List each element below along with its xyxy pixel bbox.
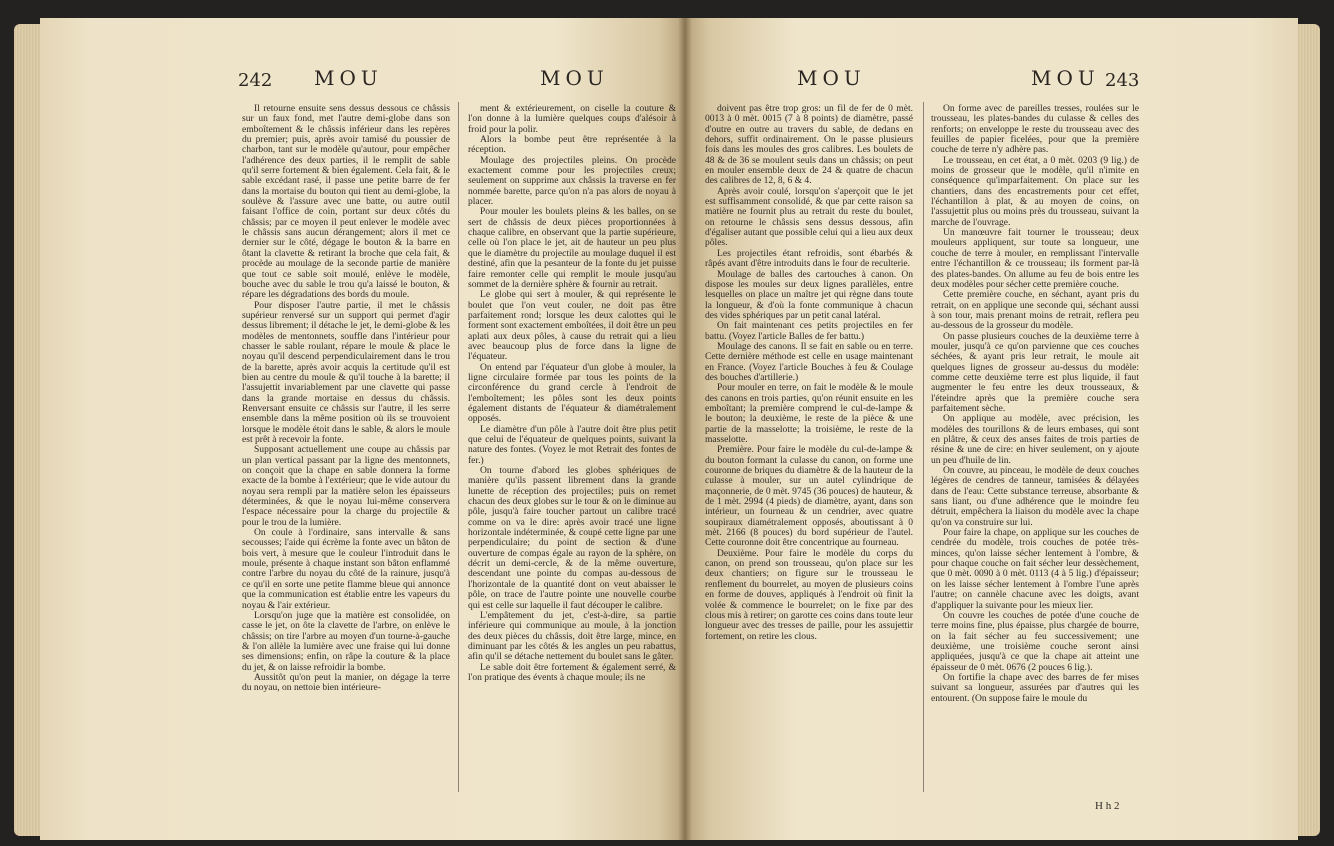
paragraph: Le sable doit être fortement & également serré, & l'on pratique des évents à chaque moule; ils ne xyxy=(468,661,676,683)
paragraph: On fait maintenant ces petits projectiles en fer battu. (Voyez l'article Balles de fer battu.) xyxy=(705,320,913,342)
paragraph: ment & extérieurement, on ciselle la couture & l'on donne à la lumière quelques coups d'alésoir à froid pour la polir. xyxy=(468,104,676,135)
paragraph: Pour disposer l'autre partie, il met le châssis supérieur renversé sur un support qui permet d'agir dessus librement; il détache le jet, le demi-globe & les modèles de mentonnets, souffle dans l'intérieur pour chasser le sable roulant, répare le moule & place le noyau qu'il descend perpendiculairement dans le trou de la barette, après avoir acquis la certitude qu'il est bien au centre du moule & qu'il touche à la barette; il l'assujettit invariablement par une clavette qui passe dans la grande mortaise en dessus du châssis. Renversant ensuite ce châssis sur l'autre, il les serre ensemble dans la même position où ils se trouvoient lorsque le modèle étoit dans le sable, & alors le moule est prêt à recevoir la fonte. xyxy=(242,299,450,445)
column-rule xyxy=(923,102,924,792)
paragraph: On coule à l'ordinaire, sans intervalle & sans secousses; l'aide qui écrème la fonte avec un bâton de bois vert, à mesure que le couleur l'introduit dans le moule, présente à chaque instant son bâton enflammé contre l'arbre du noyau du côté de la rainure, jusqu'à ce qu'il en sorte une petite flamme bleue qui annonce que la communication est établie entre les vapeurs du noyau & l'air extérieur. xyxy=(242,527,450,611)
paragraph: Première. Pour faire le modèle du cul-de-lampe & du bouton formant la culasse du canon, on forme une couronne de briques du diamètre & de la hauteur de la culasse à mouler, sur un autel cylindrique de maçonnerie, de 0 mèt. 9745 (36 pouces) de hauteur, & de 1 mèt. 2994 (4 pieds) de diamètre, ayant, dans son intérieur, un fourneau & un cendrier, avec quatre soupiraux diamétralement opposés, aboutissant à 0 mèt. 2166 (8 pouces) du bord supérieur de l'autel. Cette couronne doit être concentrique au fourneau. xyxy=(705,444,913,549)
signature-mark: H h 2 xyxy=(1095,800,1120,812)
paragraph: Aussitôt qu'on peut la manier, on dégage la terre du noyau, on nettoie bien intérieure- xyxy=(242,671,450,694)
paragraph: Moulage des projectiles pleins. On procède exactement comme pour les projectiles creux; seulement on supprime aux châssis la traverse en fer nommée barette, parce qu'on n'a pas alors de noyau à placer. xyxy=(468,154,676,208)
paragraph: Après avoir coulé, lorsqu'on s'aperçoit que le jet est suffisamment consolidé, & que par cette raison sa matière ne fournit plus au retrait du reste du boulet, on retourne le châssis sens dessus dessous, afin d'égaliser autant que possible celui qui a lieu aux deux pôles. xyxy=(705,185,913,249)
paragraph: Pour mouler en terre, on fait le modèle & le moule des canons en trois parties, qu'on réunit ensuite en les emboîtant; la première comprend le cul-de-lampe & le bouton; la deuxième, le reste de la pièce & une partie de la masselotte; la troisième, le reste de la masselotte. xyxy=(705,382,913,445)
paragraph: On forme avec de pareilles tresses, roulées sur le trousseau, les plates-bandes du culasse & celles des renforts; on enveloppe le reste du trousseau avec des feuilles de papier ficelées, pour que la première couche de terre n'y adhère pas. xyxy=(931,104,1139,156)
paragraph: Supposant actuellement une coupe au châssis par un plan vertical passant par la ligne des mentonnets, on conçoit que la chape en sable donnera la forme exacte de la bombe à l'extérieur; que le vide autour du noyau sera rempli par la matière selon les épaisseurs déterminées, & que le noyau lui-même conservera l'espace nécessaire pour la charge du projectile & pour le trou de la lumière. xyxy=(242,444,450,528)
paragraph: On tourne d'abord les globes sphériques de manière qu'ils passent librement dans la grande lunette de réception des projectiles; puis on remet chacun des deux globes sur le tour & on le diminue au pôle, jusqu'à faire toucher partout un calibre tracé comme on va le dire: après avoir tracé une ligne horizontale indéterminée, & coupé cette ligne par une perpendiculaire; du point de section & d'une ouverture de compas égale au rayon de la sphère, on décrit un demi-cercle, & de la même ouverture, descendant une pointe du compas au-dessous de l'horizontale de la quantité dont on veut abaisser le pôle, on trace de l'autre pointe une nouvelle courbe qui est celle sur laquelle il faut découper le calibre. xyxy=(468,465,676,611)
paragraph: Pour faire la chape, on applique sur les couches de cendrée du modèle, trois couches de potée très-minces, qu'on laisse sécher lentement à l'ombre, & pour chaque couche on fait sécher leur dessèchement, que 0 mèt. 0090 à 0 mèt. 0113 (4 à 5 lig.) d'épaisseur; on les laisse sécher lentement à l'ombre l'une après l'autre; on cannèle chacune avec les doigts, avant d'appliquer la suivante pour les mieux lier. xyxy=(931,527,1139,611)
paragraph: Le trousseau, en cet état, a 0 mèt. 0203 (9 lig.) de moins de grosseur que le modèle, qu'il n'imite en conséquence qu'imparfaitement. On place sur les chantiers, dans des encastrements pour cet effet, l'échantillon à plat, & au moyen de coins, on l'assujettit plus ou moins près du trousseau, suivant la marche de l'ouvrage. xyxy=(931,154,1139,228)
running-head: MOU xyxy=(1031,66,1100,90)
paragraph: Les projectiles étant refroidis, sont ébarbés & râpés avant d'être introduits dans le four de reculterie. xyxy=(705,247,913,270)
paragraph: Moulage de balles des cartouches à canon. On dispose les moules sur deux lignes parallèles, entre lesquelles on place un maître jet qui règne dans toute la longueur, & d'où la fonte communique à chacun des vides sphériques par un petit canal latéral. xyxy=(705,268,913,321)
page-number: 242 xyxy=(238,70,273,91)
right-page xyxy=(685,18,1298,840)
column-rule xyxy=(458,102,459,792)
paragraph: Le globe qui sert à mouler, & qui représente le boulet que l'on veut couler, ne doit pas être parfaitement rond; lorsque les deux calottes qui le forment sont exactement emboîtées, il doit être un peu aplati aux deux pôles, à cause du retrait qui a lieu avec beaucoup plus de force dans la ligne de l'équateur. xyxy=(468,289,676,363)
running-head: MOU xyxy=(540,66,609,90)
paragraph: Deuxième. Pour faire le modèle du corps du canon, on prend son trousseau, qu'on place sur les deux chantiers; on figure sur le trousseau le renflement du bourrelet, au moyen de plusieurs coins en forme de douves, appliqués à l'endroit où finit la volée & commence le bourrelet; on le fixe par des clous mis à retirer; on garotte ces coins dans toute leur longueur avec des tresses de paille, pour les assujettir fortement, on retire les clous. xyxy=(705,547,913,642)
text-column xyxy=(468,104,676,794)
paragraph: Lorsqu'on juge que la matière est consolidée, on casse le jet, on ôte la clavette de l'arbre, on enlève le châssis; on tire l'arbre au moyen d'un tourne-à-gauche & l'on allèle la lumière avec une fraise qui lui donne ses dimensions; enfin, on râpe la couture & la place du jet, & on laisse refroidir la bombe. xyxy=(242,609,450,673)
book-gutter xyxy=(678,18,692,840)
paragraph: On passe plusieurs couches de la deuxième terre à mouler, jusqu'à ce qu'on parvienne que ces couches séchées, & ayant pris leur retrait, le moule ait quelques lignes de grosseur au-dessus du modèle: comme cette deuxième terre est plus liquide, il faut augmenter le feu entre les deux trousseaux, & l'éteindre après que la première couche sera parfaitement sèche. xyxy=(931,330,1139,414)
paragraph: doivent pas être trop gros: un fil de fer de 0 mèt. 0013 à 0 mèt. 0015 (7 à 8 points) de diamètre, passé d'outre en outre au travers du sable, de dedans en dehors, suffit ordinairement. On le passe plusieurs fois dans les moules des gros calibres. Les boulets de 48 & de 36 se moulent seuls dans un châssis; on peut en mouler ensemble deux de 24 & quatre de chacun des calibres de 12, 8, 6 & 4. xyxy=(705,104,913,187)
text-column xyxy=(242,104,450,794)
text-column xyxy=(705,104,913,794)
running-head: MOU xyxy=(797,66,866,90)
paragraph: Alors la bombe peut être représentée à la réception. xyxy=(468,134,676,156)
paragraph: Il retourne ensuite sens dessus dessous ce châssis sur un faux fond, met l'autre demi-globe dans son emboîtement & le châssis inférieur dans les repères du premier; puis, après avoir tamisé du poussier de charbon, tant sur le modèle qu'autour, pour empêcher l'adhérence des deux parties, il le remplit de sable qu'il serre fortement & bien également. Cela fait, & le sable excédant rasé, il passe une petite barre de fer dans la mortaise du bouton qui tient au demi-globe, la soulève & l'assure avec une batte, ou autre outil faisant l'office de coin, portant sur deux côtés du châssis; par ce moyen il peut enlever le modèle avec le châssis sans aucun dérangement; alors il met ce dernier sur le côté, dégage le bouton & la barre en ôtant la clavette & retirant la broche que cela fait, & procède au moulage de la seconde partie de manière que tout ce sable soit moulé, enlève le modèle, bouche avec du sable le trou qu'a laissé le bouton, & répare les dégradations des bords du moule. xyxy=(242,104,450,301)
paragraph: On entend par l'équateur d'un globe à mouler, la ligne circulaire formée par tous les points de la circonférence du grand cercle à l'endroit de l'emboîtement; les pôles sont les deux points également distants de l'équateur & diamétralement opposés. xyxy=(468,361,676,425)
paragraph: On couvre, au pinceau, le modèle de deux couches légères de cendres de tanneur, tamisées & délayées dans de l'eau: Cette substance terreuse, absorbante & sans liant, ou d'une adhérence que le moindre feu détruit, empêchera la liaison du modèle avec la chape qu'on va construire sur lui. xyxy=(931,465,1139,528)
running-head: MOU xyxy=(314,66,383,90)
text-column xyxy=(931,104,1139,794)
paragraph: On fortifie la chape avec des barres de fer mises suivant sa longueur, assurées par d'autres qui les entourent. (On suppose faire le moule du xyxy=(931,671,1139,704)
page-number: 243 xyxy=(1105,70,1140,91)
paragraph: Cette première couche, en séchant, ayant pris du retrait, on en applique une seconde qui, séchant aussi à son tour, mais prenant moins de retrait, reflera peu au-dessous de la grosseur du modèle. xyxy=(931,289,1139,332)
right-page-edges xyxy=(1298,24,1320,836)
left-page xyxy=(40,18,685,840)
paragraph: On applique au modèle, avec précision, les modèles des tourillons & de leurs embases, qui sont en plâtre, & ceux des anses faites de trois parties de résine & une de cire: en hiver seulement, on y ajoute un peu d'huile de lin. xyxy=(931,413,1139,466)
open-book xyxy=(14,18,1320,840)
paragraph: Le diamètre d'un pôle à l'autre doit être plus petit que celui de l'équateur de quelques points, suivant la nature des fontes. (Voyez le mot Retrait des fontes de fer.) xyxy=(468,423,676,466)
paragraph: Un manœuvre fait tourner le trousseau; deux mouleurs appliquent, sur toute sa longueur, une couche de terre à mouler, en remplissant l'intervalle entre l'échantillon & ce trousseau; ils forment par-là des plates-bandes. On allume au feu de bois entre les deux modèles pour sécher cette première couche. xyxy=(931,227,1139,290)
paragraph: Moulage des canons. Il se fait en sable ou en terre. Cette dernière méthode est celle en usage maintenant en France. (Voyez l'article Bouches à feu & Coulage des bouches d'artillerie.) xyxy=(705,340,913,383)
paragraph: L'empâtement du jet, c'est-à-dire, sa partie inférieure qui communique au moule, à la jonction des deux pièces du châssis, doit être large, mince, en diminuant par les côtés & les angles un peu rabattus, afin qu'il se détache nettement du boulet sans le gâter. xyxy=(468,609,676,663)
paragraph: On couvre les couches de potée d'une couche de terre moins fine, plus épaisse, plus chargée de bourre, on la fait sécher au feu successivement; une deuxième, une troisième couche seront ainsi appliquées, jusqu'à ce que la chape ait atteint une épaisseur de 0 mèt. 0676 (2 pouces 6 lig.). xyxy=(931,609,1139,673)
paragraph: Pour mouler les boulets pleins & les balles, on se sert de châssis de deux pièces proportionnées à chaque calibre, en observant que la partie supérieure, celle où l'on place le jet, ait de hauteur un peu plus que le diamètre du projectile au moulage duquel il est destiné, afin que la pesanteur de la fonte du jet puisse faire remonter celle qui remplit le moule jusqu'au sommet de la dernière sphère & fournir au retrait. xyxy=(468,206,676,290)
